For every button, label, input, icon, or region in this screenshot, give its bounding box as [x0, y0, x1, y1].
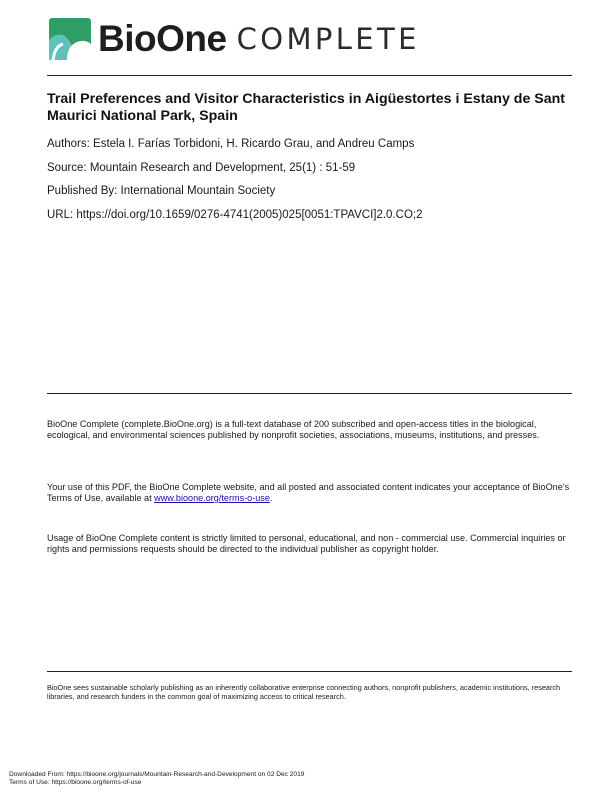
bottom-divider [47, 671, 572, 672]
bioone-leaf-icon [49, 18, 91, 60]
article-url: URL: https://doi.org/10.1659/0276-4741(2005)025[0051:TPAVCI]2.0.CO;2 [47, 209, 423, 221]
article-authors: Authors: Estela I. Farías Torbidoni, H. Ricardo Grau, and Andreu Camps [47, 138, 415, 150]
disclaimer-database-paragraph: BioOne Complete (complete.BioOne.org) is a full-text database of 200 subscribed and open-access titles in the biological, ecological, and environmental sciences published by nonprofit societies, associations, museums, institutions, and presses. [47, 419, 540, 441]
logo-wordmark-bioone: BioOne [98, 18, 227, 59]
bioone-complete-logo [49, 18, 420, 60]
terms-of-use-link[interactable]: www.bioone.org/terms-o-use [154, 493, 270, 504]
mission-statement: BioOne sees sustainable scholarly publishing as an inherently collaborative enterprise connecting authors, nonprofit publishers, academic institutions, research libraries, and research funders in the common goal of maximizing access to critical research. [47, 683, 561, 701]
footer-terms-of-use: Terms of Use: https://bioone.org/terms-of-use [9, 779, 142, 786]
article-source: Source: Mountain Research and Development, 25(1) : 51-59 [47, 162, 356, 174]
terms-text-suffix: . [269, 493, 273, 504]
logo-wordmark-complete: COMPLETE [236, 22, 420, 56]
article-publisher: Published By: International Mountain Society [47, 185, 276, 197]
terms-text-prefix: Your use of this PDF, the BioOne Complete website, and all posted and associated content indicates your acceptance of BioOne’s Terms of Use, available at [47, 482, 570, 504]
top-divider [47, 75, 572, 76]
disclaimer-terms-paragraph [47, 482, 577, 504]
footer-downloaded-from: Downloaded From: https://bioone.org/journals/Mountain-Research-and-Development on 02 Dec 2019 [9, 771, 305, 778]
article-title: Trail Preferences and Visitor Characteristics in Aigüestortes i Estany de Sant Maurici National Park, Spain [47, 91, 566, 124]
disclaimer-usage-paragraph: Usage of BioOne Complete content is strictly limited to personal, educational, and non - commercial use. Commercial inquiries or rights and permissions requests should be directed to the individual publisher as copyright holder. [47, 533, 566, 555]
middle-divider [47, 393, 572, 394]
